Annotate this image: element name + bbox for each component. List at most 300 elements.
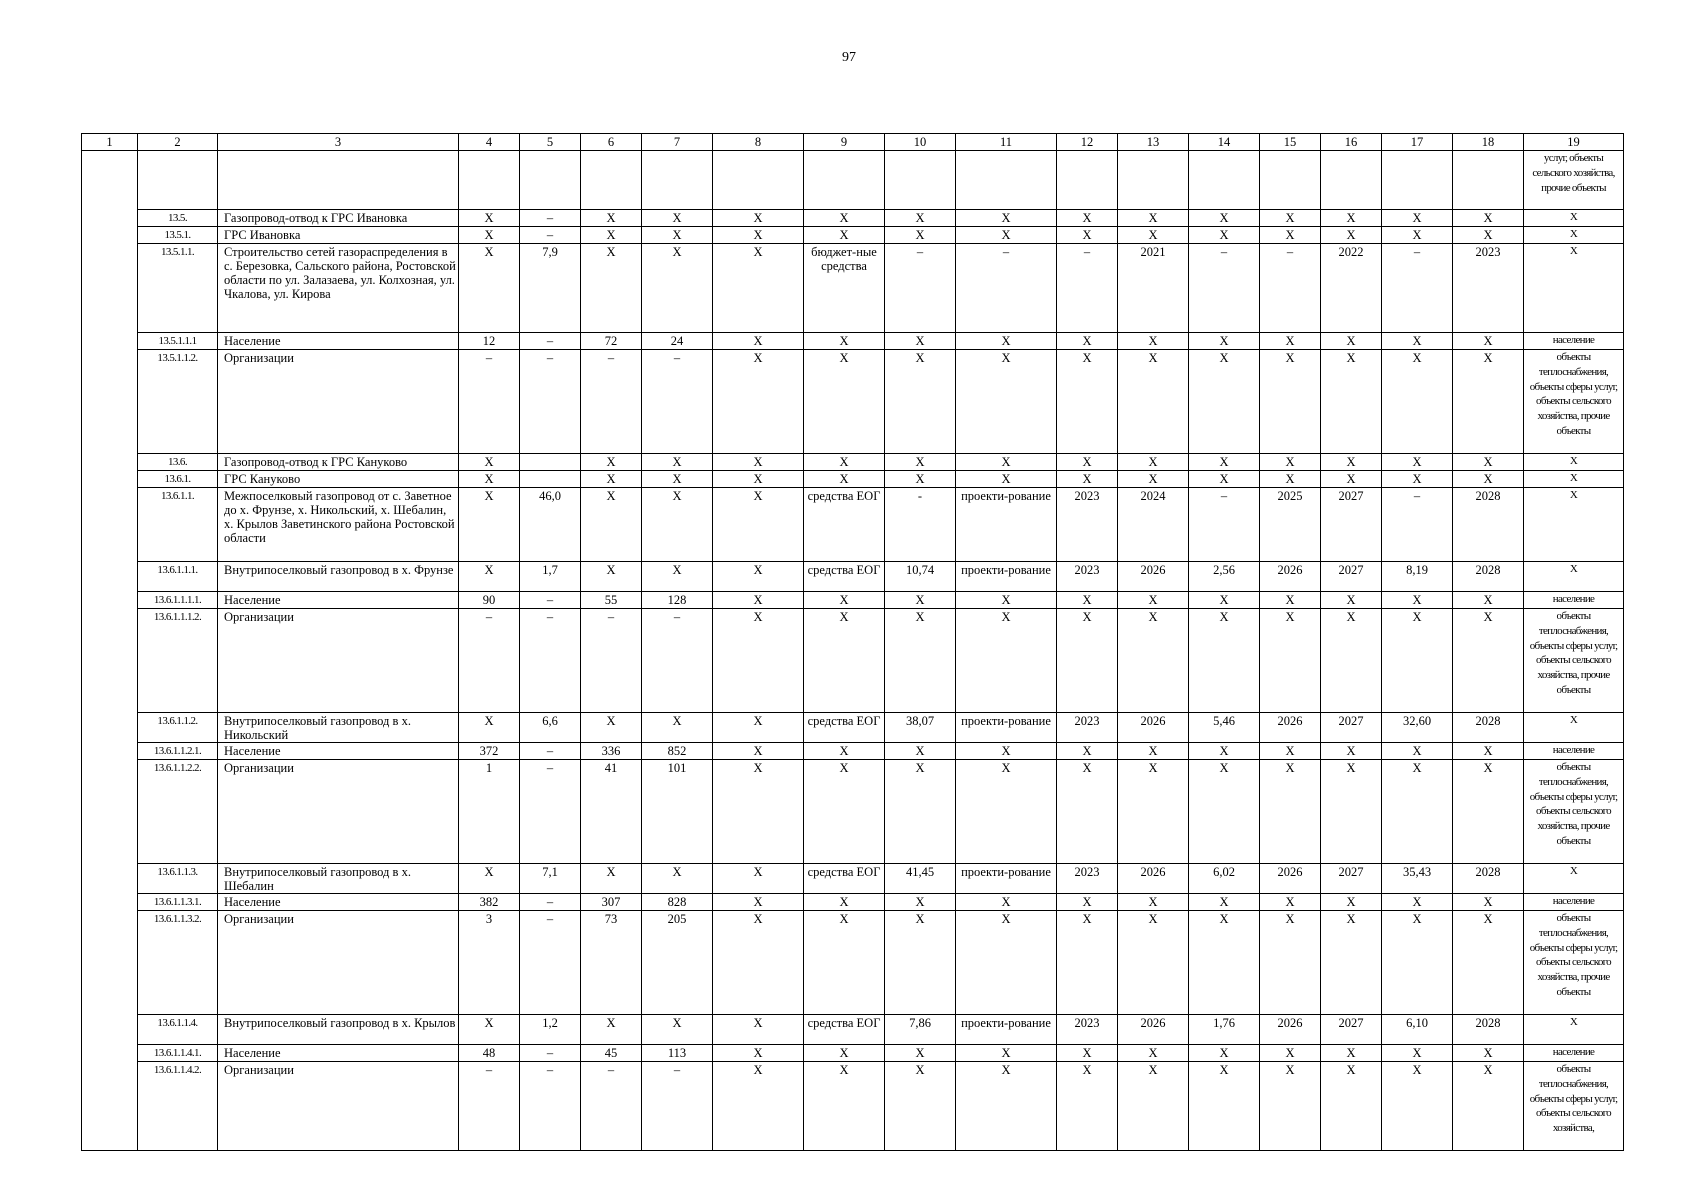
cell-col-8: X — [713, 350, 804, 454]
cell-col-1 — [82, 227, 138, 244]
cell-col-4: 90 — [459, 592, 520, 609]
cell-col-16: X — [1321, 911, 1382, 1015]
cell-col-3: Организации — [218, 609, 459, 713]
cell-col-19: X — [1524, 1015, 1624, 1045]
cell-col-17 — [1382, 151, 1453, 210]
cell-col-6: X — [581, 713, 642, 743]
cell-col-17: X — [1382, 609, 1453, 713]
cell-col-12: 2023 — [1057, 864, 1118, 894]
cell-col-15: X — [1260, 350, 1321, 454]
cell-col-1 — [82, 471, 138, 488]
cell-col-16: X — [1321, 333, 1382, 350]
cell-col-18: X — [1453, 609, 1524, 713]
cell-col-18: 2028 — [1453, 1015, 1524, 1045]
cell-col-13: X — [1118, 350, 1189, 454]
cell-col-2: 13.6.1. — [138, 471, 218, 488]
cell-col-2: 13.6.1.1.2.2. — [138, 760, 218, 864]
cell-col-2: 13.6.1.1.4.2. — [138, 1062, 218, 1151]
cell-col-11: X — [956, 894, 1057, 911]
cell-col-11: проекти-рование — [956, 488, 1057, 562]
cell-col-10: X — [885, 760, 956, 864]
cell-col-12: X — [1057, 911, 1118, 1015]
cell-col-10: X — [885, 227, 956, 244]
cell-col-6: X — [581, 1015, 642, 1045]
cell-col-5: 1,7 — [520, 562, 581, 592]
cell-col-4: – — [459, 609, 520, 713]
cell-col-2: 13.6.1.1.2.1. — [138, 743, 218, 760]
cell-col-12: 2023 — [1057, 1015, 1118, 1045]
cell-col-5: – — [520, 743, 581, 760]
cell-col-14: – — [1189, 244, 1260, 333]
cell-col-3 — [218, 151, 459, 210]
cell-col-10 — [885, 151, 956, 210]
cell-col-4: X — [459, 1015, 520, 1045]
cell-col-12: X — [1057, 760, 1118, 864]
cell-col-13: X — [1118, 1062, 1189, 1151]
cell-col-18: X — [1453, 454, 1524, 471]
cell-col-17: 6,10 — [1382, 1015, 1453, 1045]
cell-col-13: X — [1118, 227, 1189, 244]
cell-col-7: 205 — [642, 911, 713, 1015]
cell-col-4: X — [459, 488, 520, 562]
cell-col-16: 2027 — [1321, 713, 1382, 743]
table-row — [82, 592, 1624, 609]
cell-col-14: X — [1189, 760, 1260, 864]
column-number-header — [82, 134, 1624, 151]
cell-col-15: 2026 — [1260, 864, 1321, 894]
cell-col-11: X — [956, 350, 1057, 454]
cell-col-9: X — [804, 911, 885, 1015]
cell-col-12: X — [1057, 350, 1118, 454]
table-row — [82, 743, 1624, 760]
cell-col-19: X — [1524, 713, 1624, 743]
cell-col-4: 382 — [459, 894, 520, 911]
column-header-19: 19 — [1524, 134, 1624, 151]
cell-col-15: X — [1260, 743, 1321, 760]
cell-col-6: X — [581, 244, 642, 333]
cell-col-15: X — [1260, 454, 1321, 471]
cell-col-19: услуг, объекты сельского хозяйства, прочие объекты — [1524, 151, 1624, 210]
cell-col-8: X — [713, 1045, 804, 1062]
cell-col-17: X — [1382, 1062, 1453, 1151]
cell-col-2: 13.6.1.1.3. — [138, 864, 218, 894]
cell-col-15: X — [1260, 333, 1321, 350]
cell-col-9: X — [804, 471, 885, 488]
cell-col-10: X — [885, 1045, 956, 1062]
page-number: 97 — [842, 50, 856, 65]
cell-col-18: X — [1453, 1045, 1524, 1062]
cell-col-11: – — [956, 244, 1057, 333]
table-row — [82, 151, 1624, 210]
cell-col-11: X — [956, 1045, 1057, 1062]
cell-col-1 — [82, 894, 138, 911]
cell-col-16: X — [1321, 760, 1382, 864]
cell-col-19: X — [1524, 244, 1624, 333]
cell-col-9: X — [804, 333, 885, 350]
cell-col-17: – — [1382, 488, 1453, 562]
cell-col-11: проекти-рование — [956, 713, 1057, 743]
cell-col-14: X — [1189, 210, 1260, 227]
cell-col-11: проекти-рование — [956, 562, 1057, 592]
cell-col-12: – — [1057, 244, 1118, 333]
cell-col-17: 35,43 — [1382, 864, 1453, 894]
cell-col-6: X — [581, 471, 642, 488]
cell-col-13: X — [1118, 1045, 1189, 1062]
cell-col-2: 13.6.1.1.1.2. — [138, 609, 218, 713]
cell-col-16 — [1321, 151, 1382, 210]
cell-col-15: X — [1260, 227, 1321, 244]
cell-col-17: – — [1382, 244, 1453, 333]
cell-col-13: 2026 — [1118, 864, 1189, 894]
cell-col-5: – — [520, 911, 581, 1015]
cell-col-12: X — [1057, 592, 1118, 609]
cell-col-10: X — [885, 1062, 956, 1151]
cell-col-16: X — [1321, 350, 1382, 454]
cell-col-17: X — [1382, 471, 1453, 488]
cell-col-8: X — [713, 562, 804, 592]
cell-col-10: X — [885, 609, 956, 713]
cell-col-16: 2027 — [1321, 562, 1382, 592]
cell-col-17: 32,60 — [1382, 713, 1453, 743]
cell-col-19: X — [1524, 227, 1624, 244]
cell-col-19: население — [1524, 894, 1624, 911]
cell-col-1 — [82, 592, 138, 609]
cell-col-17: X — [1382, 911, 1453, 1015]
cell-col-1 — [82, 562, 138, 592]
cell-col-1 — [82, 743, 138, 760]
cell-col-14 — [1189, 151, 1260, 210]
cell-col-14: 1,76 — [1189, 1015, 1260, 1045]
cell-col-19: население — [1524, 333, 1624, 350]
cell-col-1 — [82, 350, 138, 454]
cell-col-18: X — [1453, 760, 1524, 864]
cell-col-17: X — [1382, 743, 1453, 760]
cell-col-10: X — [885, 592, 956, 609]
cell-col-2: 13.6.1.1.3.1. — [138, 894, 218, 911]
cell-col-8: X — [713, 713, 804, 743]
cell-col-16: X — [1321, 609, 1382, 713]
cell-col-8: X — [713, 864, 804, 894]
table-row — [82, 562, 1624, 592]
cell-col-18: X — [1453, 471, 1524, 488]
cell-col-13: 2026 — [1118, 713, 1189, 743]
column-header-12: 12 — [1057, 134, 1118, 151]
cell-col-12: X — [1057, 1045, 1118, 1062]
cell-col-14: X — [1189, 894, 1260, 911]
cell-col-4: – — [459, 1062, 520, 1151]
cell-col-1 — [82, 1045, 138, 1062]
cell-col-18: 2028 — [1453, 864, 1524, 894]
cell-col-14: X — [1189, 1045, 1260, 1062]
cell-col-13: X — [1118, 743, 1189, 760]
column-header-3: 3 — [218, 134, 459, 151]
column-header-14: 14 — [1189, 134, 1260, 151]
cell-col-16: 2027 — [1321, 488, 1382, 562]
column-header-6: 6 — [581, 134, 642, 151]
cell-col-16: X — [1321, 471, 1382, 488]
cell-col-6: 307 — [581, 894, 642, 911]
cell-col-14: – — [1189, 488, 1260, 562]
cell-col-7: X — [642, 244, 713, 333]
cell-col-1 — [82, 244, 138, 333]
cell-col-1 — [82, 454, 138, 471]
cell-col-10: – — [885, 244, 956, 333]
cell-col-6: 336 — [581, 743, 642, 760]
cell-col-13: X — [1118, 911, 1189, 1015]
cell-col-8: X — [713, 592, 804, 609]
cell-col-5: – — [520, 1062, 581, 1151]
cell-col-4: 3 — [459, 911, 520, 1015]
cell-col-11: X — [956, 911, 1057, 1015]
cell-col-8: X — [713, 609, 804, 713]
cell-col-13: 2024 — [1118, 488, 1189, 562]
cell-col-5: – — [520, 1045, 581, 1062]
cell-col-4 — [459, 151, 520, 210]
cell-col-3: Население — [218, 333, 459, 350]
cell-col-15: 2025 — [1260, 488, 1321, 562]
cell-col-5: 46,0 — [520, 488, 581, 562]
cell-col-13: X — [1118, 333, 1189, 350]
cell-col-16: X — [1321, 454, 1382, 471]
cell-col-8: X — [713, 760, 804, 864]
cell-col-16: 2027 — [1321, 1015, 1382, 1045]
cell-col-4: 48 — [459, 1045, 520, 1062]
table-row — [82, 1045, 1624, 1062]
cell-col-1 — [82, 609, 138, 713]
cell-col-8: X — [713, 1062, 804, 1151]
cell-col-19: объекты теплоснабжения, объекты сферы услуг, объекты сельского хозяйства, прочие объекты — [1524, 609, 1624, 713]
cell-col-12: X — [1057, 1062, 1118, 1151]
cell-col-17: X — [1382, 350, 1453, 454]
cell-col-9: X — [804, 592, 885, 609]
cell-col-18 — [1453, 151, 1524, 210]
column-header-9: 9 — [804, 134, 885, 151]
cell-col-16: X — [1321, 210, 1382, 227]
cell-col-5 — [520, 454, 581, 471]
cell-col-5: 1,2 — [520, 1015, 581, 1045]
cell-col-14: X — [1189, 471, 1260, 488]
cell-col-19: X — [1524, 562, 1624, 592]
cell-col-10: 10,74 — [885, 562, 956, 592]
cell-col-7: X — [642, 227, 713, 244]
cell-col-7: X — [642, 562, 713, 592]
cell-col-9: X — [804, 1045, 885, 1062]
cell-col-12: 2023 — [1057, 713, 1118, 743]
cell-col-6: 41 — [581, 760, 642, 864]
cell-col-18: 2023 — [1453, 244, 1524, 333]
cell-col-7: X — [642, 1015, 713, 1045]
cell-col-18: X — [1453, 333, 1524, 350]
table-row — [82, 333, 1624, 350]
cell-col-7: 101 — [642, 760, 713, 864]
cell-col-10: 41,45 — [885, 864, 956, 894]
cell-col-13 — [1118, 151, 1189, 210]
cell-col-4: 1 — [459, 760, 520, 864]
cell-col-17: X — [1382, 1045, 1453, 1062]
cell-col-17: X — [1382, 210, 1453, 227]
cell-col-1 — [82, 864, 138, 894]
cell-col-11 — [956, 151, 1057, 210]
cell-col-13: 2021 — [1118, 244, 1189, 333]
cell-col-11: проекти-рование — [956, 864, 1057, 894]
cell-col-11: X — [956, 592, 1057, 609]
cell-col-2: 13.6.1.1.3.2. — [138, 911, 218, 1015]
cell-col-5: 7,1 — [520, 864, 581, 894]
cell-col-12: X — [1057, 227, 1118, 244]
cell-col-9: X — [804, 227, 885, 244]
cell-col-7: – — [642, 1062, 713, 1151]
cell-col-8: X — [713, 471, 804, 488]
cell-col-18: 2028 — [1453, 488, 1524, 562]
cell-col-9: средства ЕОГ — [804, 488, 885, 562]
cell-col-3: Организации — [218, 911, 459, 1015]
table-row — [82, 227, 1624, 244]
cell-col-3: Внутрипоселковый газопровод в х. Фрунзе — [218, 562, 459, 592]
cell-col-5: – — [520, 210, 581, 227]
cell-col-5: 6,6 — [520, 713, 581, 743]
cell-col-1 — [82, 760, 138, 864]
cell-col-7: – — [642, 350, 713, 454]
cell-col-7 — [642, 151, 713, 210]
cell-col-12: X — [1057, 210, 1118, 227]
cell-col-7: – — [642, 609, 713, 713]
cell-col-9: средства ЕОГ — [804, 1015, 885, 1045]
cell-col-12: X — [1057, 743, 1118, 760]
cell-col-11: X — [956, 609, 1057, 713]
cell-col-11: X — [956, 743, 1057, 760]
cell-col-10: X — [885, 333, 956, 350]
cell-col-6: 72 — [581, 333, 642, 350]
table-row — [82, 210, 1624, 227]
cell-col-13: 2026 — [1118, 1015, 1189, 1045]
column-header-10: 10 — [885, 134, 956, 151]
cell-col-2: 13.6.1.1.1. — [138, 562, 218, 592]
cell-col-18: X — [1453, 894, 1524, 911]
cell-col-19: объекты теплоснабжения, объекты сферы услуг, объекты сельского хозяйства, прочие объекты — [1524, 760, 1624, 864]
cell-col-9: X — [804, 760, 885, 864]
cell-col-19: X — [1524, 471, 1624, 488]
cell-col-9: X — [804, 743, 885, 760]
cell-col-2: 13.6.1.1.2. — [138, 713, 218, 743]
cell-col-19: население — [1524, 743, 1624, 760]
cell-col-4: X — [459, 244, 520, 333]
table-row — [82, 244, 1624, 333]
cell-col-16: X — [1321, 227, 1382, 244]
cell-col-3: Внутрипоселковый газопровод в х. Крылов — [218, 1015, 459, 1045]
cell-col-1 — [82, 1062, 138, 1151]
cell-col-15: – — [1260, 244, 1321, 333]
cell-col-7: 828 — [642, 894, 713, 911]
cell-col-5: – — [520, 609, 581, 713]
table-row — [82, 864, 1624, 894]
cell-col-19: X — [1524, 454, 1624, 471]
cell-col-8: X — [713, 333, 804, 350]
cell-col-15: X — [1260, 609, 1321, 713]
cell-col-10: X — [885, 743, 956, 760]
cell-col-2: 13.6.1.1. — [138, 488, 218, 562]
cell-col-7: X — [642, 488, 713, 562]
cell-col-10: X — [885, 210, 956, 227]
cell-col-15: X — [1260, 894, 1321, 911]
cell-col-8: X — [713, 894, 804, 911]
cell-col-3: ГРС Кануково — [218, 471, 459, 488]
cell-col-16: 2022 — [1321, 244, 1382, 333]
cell-col-2: 13.6.1.1.4. — [138, 1015, 218, 1045]
cell-col-15: 2026 — [1260, 562, 1321, 592]
cell-col-7: 113 — [642, 1045, 713, 1062]
cell-col-18: 2028 — [1453, 713, 1524, 743]
cell-col-19: X — [1524, 488, 1624, 562]
cell-col-14: X — [1189, 592, 1260, 609]
cell-col-3: Газопровод-отвод к ГРС Кануково — [218, 454, 459, 471]
cell-col-17: 8,19 — [1382, 562, 1453, 592]
cell-col-7: X — [642, 864, 713, 894]
table-row — [82, 350, 1624, 454]
cell-col-19: население — [1524, 1045, 1624, 1062]
cell-col-13: X — [1118, 454, 1189, 471]
cell-col-15: X — [1260, 1062, 1321, 1151]
cell-col-5 — [520, 471, 581, 488]
cell-col-11: X — [956, 760, 1057, 864]
cell-col-4: X — [459, 210, 520, 227]
cell-col-9: X — [804, 454, 885, 471]
cell-col-19: население — [1524, 592, 1624, 609]
cell-col-15: X — [1260, 592, 1321, 609]
cell-col-14: X — [1189, 333, 1260, 350]
cell-col-7: X — [642, 454, 713, 471]
cell-col-15: X — [1260, 210, 1321, 227]
cell-col-6: – — [581, 1062, 642, 1151]
cell-col-3: Население — [218, 894, 459, 911]
cell-col-18: X — [1453, 227, 1524, 244]
cell-col-12: X — [1057, 609, 1118, 713]
column-header-8: 8 — [713, 134, 804, 151]
cell-col-18: X — [1453, 743, 1524, 760]
cell-col-8: X — [713, 227, 804, 244]
cell-col-18: X — [1453, 911, 1524, 1015]
cell-col-5: – — [520, 350, 581, 454]
cell-col-17: X — [1382, 333, 1453, 350]
cell-col-19: X — [1524, 210, 1624, 227]
cell-col-17: X — [1382, 227, 1453, 244]
cell-col-18: X — [1453, 592, 1524, 609]
table-row — [82, 894, 1624, 911]
cell-col-11: X — [956, 227, 1057, 244]
cell-col-15: 2026 — [1260, 1015, 1321, 1045]
table-row — [82, 1062, 1624, 1151]
cell-col-8: X — [713, 454, 804, 471]
cell-col-3: Строительство сетей газораспределения в с. Березовка, Сальского района, Ростовской области по ул. Залазаева, ул. Колхозная, ул. Чкалова, ул. Кирова — [218, 244, 459, 333]
cell-col-10: X — [885, 894, 956, 911]
table-row — [82, 911, 1624, 1015]
cell-col-6: X — [581, 210, 642, 227]
cell-col-15: X — [1260, 760, 1321, 864]
cell-col-14: X — [1189, 227, 1260, 244]
cell-col-2: 13.5.1.1.1 — [138, 333, 218, 350]
cell-col-13: X — [1118, 609, 1189, 713]
column-header-5: 5 — [520, 134, 581, 151]
cell-col-15: X — [1260, 911, 1321, 1015]
cell-col-1 — [82, 333, 138, 350]
cell-col-9: средства ЕОГ — [804, 864, 885, 894]
cell-col-18: X — [1453, 350, 1524, 454]
cell-col-5: 7,9 — [520, 244, 581, 333]
cell-col-9: средства ЕОГ — [804, 562, 885, 592]
cell-col-10: 7,86 — [885, 1015, 956, 1045]
cell-col-12: X — [1057, 333, 1118, 350]
cell-col-8: X — [713, 1015, 804, 1045]
data-table — [81, 133, 1624, 1151]
